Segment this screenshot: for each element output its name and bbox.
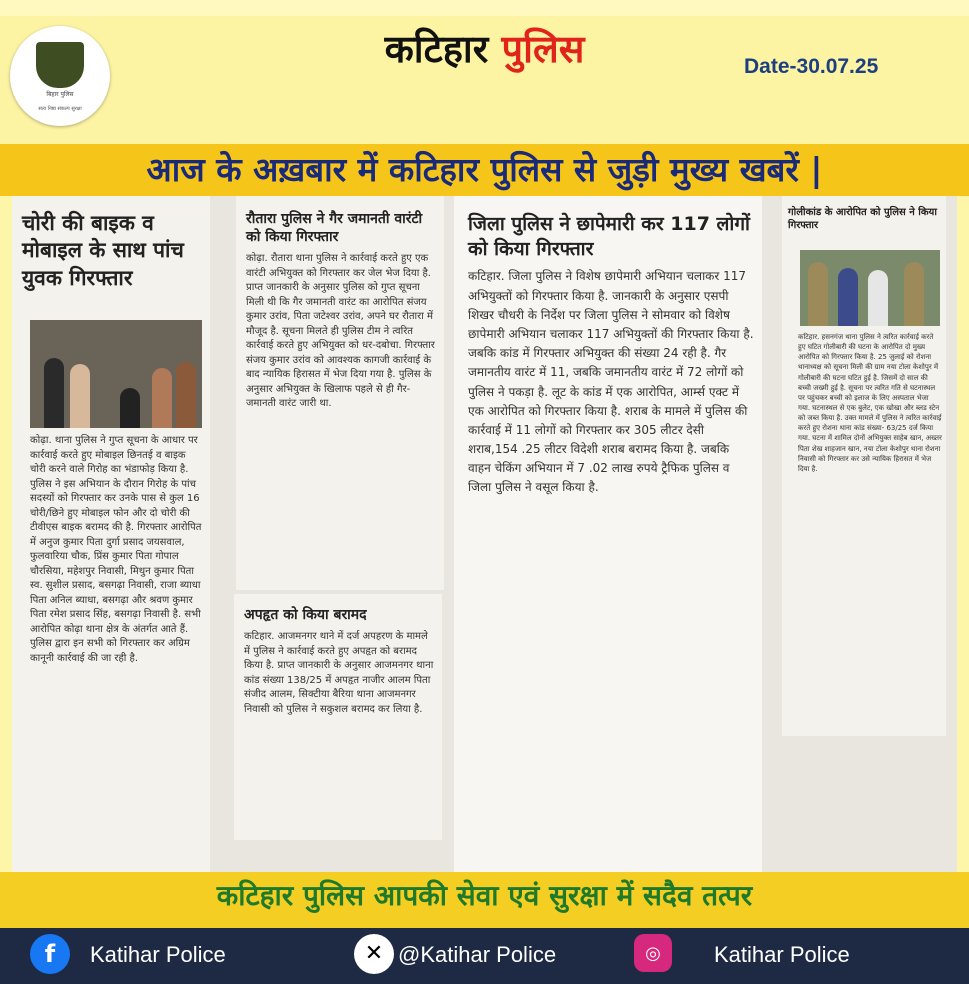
article-title: गोलीकांड के आरोपित को पुलिस ने किया गिरफ्तार (788, 207, 937, 231)
date-label: Date-30.07.25 (744, 55, 879, 78)
article-warrant-arrest (236, 196, 444, 590)
article-title: रौतारा पुलिस ने गैर जमानती वारंटी को किया गिरफ्तार (246, 211, 423, 246)
article-body: कटिहार. आजमनगर थाने में दर्ज अपहरण के मामले में पुलिस ने कार्रवाई करते हुए अपहृत को बरामद किया है. प्राप्त जानकारी के अनुसार आजमनगर थाना कांड संख्या 138/25 में अपहृत नाजीर आलम पिता संजीद आलम, सिक्टीया बैरिया थाना आजमनगर निवासी को पुलिस ने सकुशल बरामद कर लिया है. (244, 631, 434, 715)
logo-motto: सत्य निष्ठा संकल्प सुरक्षा (38, 106, 82, 112)
article-body: कटिहार. जिला पुलिस ने विशेष छापेमारी अभियान चलाकर 117 अभियुक्तों को गिरफ्तार किया है. जानकारी के अनुसार एसपी शिखर चौधरी के निर्देश पर जिला पुलिस ने सोमवार को विशेष छापेमारी अभियान चलाकर 117 अभियुक्तों की गिरफ्तार किया है. जबकि कांड में गिरफ्तार अभियुक्त की संख्या 24 रही है. गैर जमानतीय वारंट में 11, जबकि जमानतीय वारंट में 72 लोगों को पुलिस ने पकड़ा है. लूट के कांड में एक आरोपित, आर्म्स एक्ट में एक आरोपित को गिरफ्तार किया है. शराब के मामले में पुलिस की कार्रवाई में 11 लोगों को गिरफ्तार कर 305 लीटर देसी शराब,154 .25 लीटर विदेशी शराब बरामद किया है. जबकि वाहन चेकिंग अभियान में 7 .02 लाख रुपये ट्रैफिक पुलिस व जिला पुलिस ने वसूल किया है. (468, 269, 754, 495)
article-title: जिला पुलिस ने छापेमारी कर 117 लोगों को किया गिरफ्तार (468, 213, 750, 260)
facebook-icon[interactable]: f (30, 934, 70, 974)
title-police: पुलिस (501, 27, 585, 71)
article-body: कोढ़ा. थाना पुलिस ने गुप्त सूचना के आधार पर कार्रवाई करते हुए मोबाइल छिनतई व बाइक चोरी करने वाले गिरोह का भंडाफोड़ किया है. पुलिस ने इस अभियान के दौरान गिरोह के पांच सदस्यों को गिरफ्तार कर उनके पास से कुल 16 चोरी/छिने हुए मोबाइल फोन और दो चोरी की टीवीएस बाइक बरामद की है. गिरफ्तार आरोपित में अनुज कुमार पिता दुर्गा प्रसाद जयसवाल, फुलवारिया चौक, प्रिंस कुमार पिता गोपाल चौरसिया, महेशपुर निवासी, मिथुन कुमार पिता स्व. सुशील प्रसाद, बसगढ़ा निवासी, राजा ब्याधा पिता अनिल ब्याधा, बसगढ़ा और श्रवण कुमार पिता रमेश प्रसाद सिंह, बसगढ़ा निवासी है. सभी आरोपित कोढ़ा थाना क्षेत्र के अंतर्गत आते हैं. पुलिस द्वारा इन सभी को गिरफ्तार कर अग्रिम कानूनी कार्रवाई की जा रही है. (30, 435, 202, 664)
x-handle[interactable]: @Katihar Police (398, 942, 557, 967)
article-title: अपहृत को किया बरामद (244, 607, 367, 623)
article-kidnap-recovery (234, 594, 442, 840)
instagram-icon[interactable]: ◎ (634, 934, 672, 972)
headline: आज के अख़बार में कटिहार पुलिस से जुड़ी मुख्य खबरें | (146, 150, 823, 189)
title-katihar: कटिहार (384, 27, 489, 71)
instagram-handle[interactable]: Katihar Police (714, 942, 850, 967)
article-body: कटिहार. हसनगंज थाना पुलिस ने त्वरित कार्रवाई करते हुए घटित गोलीबारी की घटना के आरोपित दो मुख्य आरोपित को गिरफ्तार किया है. 25 जुलाई को रोशना थानाध्यक्ष को सूचना मिली की ग्राम नया टोला केशोपुर में गोलीबारी की घटना घटित हुई है. जिसमें दो साल की बच्ची जख्मी हुई है. सूचना पर त्वरित गति से घटनास्थल पर पहुंचकर बच्ची को इलाज के लिए अस्पताल भेजा गया. घटनास्थल से एक बुलेट, एक खोखा और ब्लड स्टेन को जब्त किया है. उक्त मामले में पुलिस ने त्वरित कार्रवाई करते हुए रोशना थाना कांड संख्या- 63/25 दर्ज किया गया. घटना में शामिल दोनों अभियुक्त साहेब खान, अख्तर पिता शेख शाहजान खान, नया टोला केशोपुर थाना रोशना निवासी को गिरफ्तार कर उसे न्यायिक हिरासत में भेज दिया है. (798, 333, 942, 473)
article-raid-117-arrests (454, 196, 762, 872)
top-stripe (0, 0, 969, 16)
tagline: कटिहार पुलिस आपकी सेवा एवं सुरक्षा में सदैव तत्पर (216, 879, 753, 912)
logo-text: बिहार पुलिस (46, 91, 74, 98)
article-photo (30, 320, 202, 428)
article-photo (800, 250, 940, 326)
article-title: चोरी की बाइक व मोबाइल के साथ पांच युवक गिरफ्तार (22, 211, 184, 290)
article-shooting-arrest (782, 196, 946, 736)
article-bike-theft (12, 196, 210, 872)
facebook-handle[interactable]: Katihar Police (90, 942, 226, 967)
x-icon[interactable]: ✕ (354, 934, 394, 974)
article-body: कोढ़ा. रौतारा थाना पुलिस ने कार्रवाई करते हुए एक वारंटी अभियुक्त को गिरफ्तार कर जेल भेज दिया है. प्राप्त जानकारी के अनुसार पुलिस को गुप्त सूचना मिली थी कि गैर जमानती वारंट का आरोपित संजय कुमार उरांव, पिता जटेश्वर उरांव, अपने घर रौतारा में मौजूद है. सूचना मिलते ही पुलिस टीम ने त्वरित कार्रवाई करते हुए अभियुक्त को धर-दबोचा. गिरफ्तार संजय कुमार उरांव को आवश्यक कागजी कार्रवाई के बाद न्यायिक हिरासत में भेज दिया गया है. पुलिस के अनुसार अभियुक्त के खिलाफ पहले से ही गैर-जमानती वारंट जारी था. (246, 253, 435, 410)
